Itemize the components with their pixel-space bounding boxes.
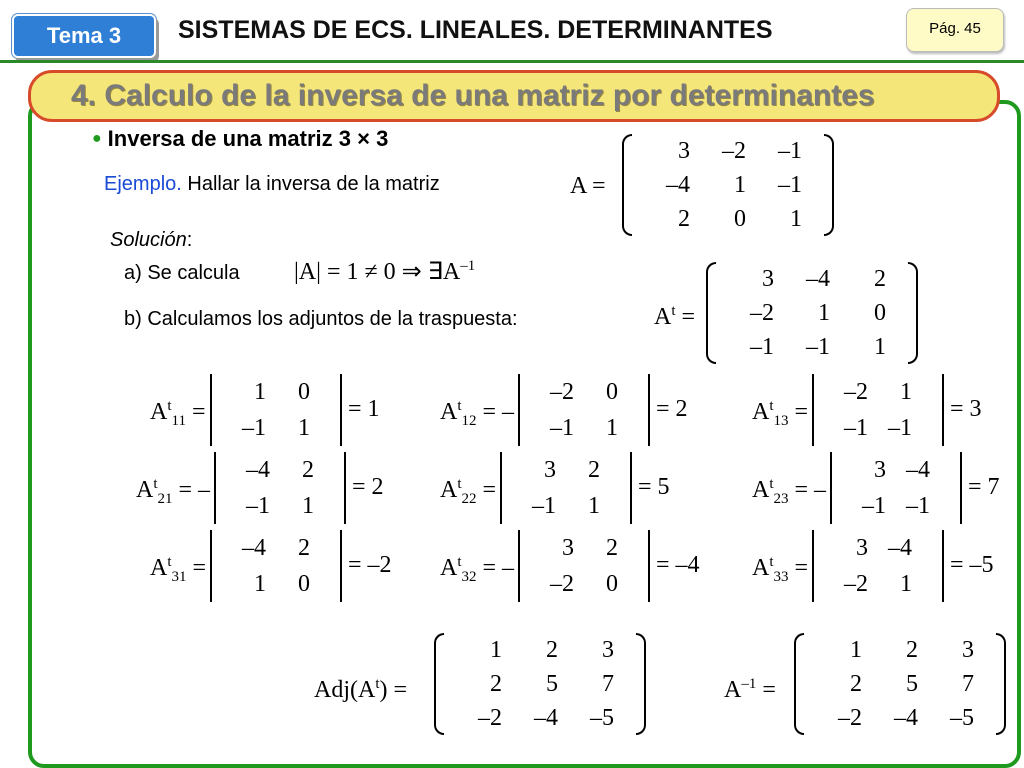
matrix-cell: –5 <box>950 705 974 731</box>
matrix-cell: –2 <box>838 705 862 731</box>
matrix-grid <box>522 452 610 524</box>
matrix-grid <box>834 530 922 602</box>
cofactor-result: = –5 <box>950 552 994 578</box>
left-bar <box>812 530 814 602</box>
cofactor-lhs <box>752 554 808 586</box>
matrix-cell: –4 <box>888 535 912 561</box>
matrix-cell: –2 <box>550 379 574 405</box>
matrix-cell: 2 <box>298 535 310 561</box>
inverse-label-sup: –1 <box>741 676 757 692</box>
matrix-grid <box>852 452 940 524</box>
matrix-cell: –2 <box>844 379 868 405</box>
right-bar <box>648 374 650 446</box>
matrix-cell: –4 <box>666 172 690 198</box>
matrix-cell: 0 <box>606 379 618 405</box>
matrix-cell: –4 <box>534 705 558 731</box>
header-title: SISTEMAS DE ECS. LINEALES. DETERMINANTES <box>178 16 773 44</box>
cofactor-lhs <box>150 554 206 586</box>
right-paren <box>636 633 646 735</box>
left-bar <box>830 452 832 524</box>
matrix-cell: –1 <box>844 415 868 441</box>
matrix-cell: –2 <box>478 705 502 731</box>
right-bar <box>340 374 342 446</box>
matrix-cell: –1 <box>242 415 266 441</box>
right-paren <box>908 262 918 364</box>
cofactor-determinant <box>500 452 632 524</box>
cofactor-lhs <box>150 398 206 430</box>
section-title: 4. Calculo de la inversa de una matriz por determinantes <box>71 79 875 112</box>
matrix-cell: –1 <box>778 172 802 198</box>
matrix-grid <box>232 530 320 602</box>
matrix-cell: 2 <box>302 457 314 483</box>
cofactor-sub: 11 <box>171 412 186 429</box>
matrix-inverse <box>794 633 1006 735</box>
cofactor-determinant <box>518 530 650 602</box>
matrix-cell: 1 <box>900 571 912 597</box>
right-bar <box>340 530 342 602</box>
cofactor-letter: A <box>752 555 770 581</box>
left-bar <box>210 374 212 446</box>
matrix-cell: –1 <box>806 334 830 360</box>
cofactor-sub: 22 <box>461 490 477 507</box>
right-paren <box>824 134 834 236</box>
matrix-cell: 1 <box>874 334 886 360</box>
matrix-grid <box>644 134 812 236</box>
right-bar <box>942 530 944 602</box>
matrix-cell: 1 <box>818 300 830 326</box>
left-bar <box>518 530 520 602</box>
matrix-cell: –4 <box>806 266 830 292</box>
matrix-cell: –4 <box>894 705 918 731</box>
cofactor-result: = 1 <box>348 396 380 422</box>
matrix-cell: –1 <box>246 493 270 519</box>
cofactor-determinant <box>830 452 962 524</box>
inverse-label-text: A <box>724 677 742 703</box>
matrix-cell: 1 <box>254 571 266 597</box>
step-a-expression: |A| = 1 ≠ 0 ⇒ ∃A <box>294 259 461 285</box>
left-bar <box>518 374 520 446</box>
cofactor-letter: A <box>440 555 458 581</box>
cofactor-sub: 31 <box>171 568 187 585</box>
left-paren <box>622 134 632 236</box>
right-bar <box>942 374 944 446</box>
cofactor-letter: A <box>440 477 458 503</box>
right-bar <box>630 452 632 524</box>
cofactor-sub: 21 <box>157 490 173 507</box>
cofactor-determinant <box>210 374 342 446</box>
cofactor-lhs <box>440 398 514 430</box>
right-bar <box>960 452 962 524</box>
matrix-cell: 1 <box>588 493 600 519</box>
left-bar <box>210 530 212 602</box>
matrix-At-symbol <box>654 303 695 331</box>
cofactor-result: = 3 <box>950 396 982 422</box>
matrix-cell: 3 <box>762 266 774 292</box>
matrix-cell: –4 <box>246 457 270 483</box>
right-paren <box>996 633 1006 735</box>
matrix-cell: 5 <box>546 671 558 697</box>
matrix-cell: –2 <box>750 300 774 326</box>
cofactor-result: = –2 <box>348 552 392 578</box>
cofactor-sup: t <box>167 398 172 414</box>
cofactor-sign: = <box>788 555 809 581</box>
cofactor-letter: A <box>752 477 770 503</box>
cofactor-sub: 23 <box>773 490 789 507</box>
inverse-label-eq: = <box>756 677 776 703</box>
cofactor-determinant <box>518 374 650 446</box>
cofactor-letter: A <box>752 399 770 425</box>
matrix-cell: 0 <box>606 571 618 597</box>
step-a-text: a) Se calcula <box>124 262 240 284</box>
At-sup: t <box>671 303 676 319</box>
matrix-cell: 5 <box>906 671 918 697</box>
matrix-cell: 7 <box>602 671 614 697</box>
cofactor-sign: = – <box>788 477 827 503</box>
matrix-grid <box>236 452 324 524</box>
matrix-cell: 1 <box>254 379 266 405</box>
left-bar <box>812 374 814 446</box>
matrix-cell: 3 <box>602 637 614 663</box>
cofactor-result: = 7 <box>968 474 1000 500</box>
step-a-exponent: –1 <box>460 258 476 274</box>
right-bar <box>648 530 650 602</box>
cofactor-sign: = <box>186 555 207 581</box>
matrix-cell: 1 <box>606 415 618 441</box>
matrix-grid <box>540 374 628 446</box>
left-paren <box>794 633 804 735</box>
At-eq: = <box>675 304 696 330</box>
left-paren <box>706 262 716 364</box>
adj-label-text: Adj(A <box>314 677 376 703</box>
solution-label-text: Solución <box>110 229 187 251</box>
bullet-text: Inversa de una matriz 3 × 3 <box>107 126 389 151</box>
adj-label-close: ) = <box>379 677 408 703</box>
cofactor-lhs <box>136 476 210 508</box>
cofactor-sub: 32 <box>461 568 477 585</box>
matrix-cell: 1 <box>298 415 310 441</box>
matrix-cell: 0 <box>298 379 310 405</box>
matrix-grid <box>834 374 922 446</box>
cofactor-determinant <box>812 374 944 446</box>
cofactor-lhs <box>440 476 496 508</box>
matrix-grid <box>816 633 984 735</box>
right-bar <box>344 452 346 524</box>
matrix-cell: 3 <box>874 457 886 483</box>
cofactor-sign: = <box>185 399 206 425</box>
matrix-cell: 1 <box>490 637 502 663</box>
cofactor-sup: t <box>769 398 774 414</box>
cofactor-result: = 5 <box>638 474 670 500</box>
matrix-cell: 0 <box>298 571 310 597</box>
cofactor-sign: = <box>476 477 497 503</box>
matrix-cell: –2 <box>722 138 746 164</box>
cofactor-sign: = – <box>476 399 515 425</box>
matrix-cell: –5 <box>590 705 614 731</box>
cofactor-lhs <box>752 476 826 508</box>
matrix-grid <box>728 262 896 364</box>
cofactor-sign: = <box>788 399 809 425</box>
cofactor-sup: t <box>457 476 462 492</box>
matrix-cell: 2 <box>546 637 558 663</box>
cofactor-sup: t <box>167 554 172 570</box>
step-b-text: b) Calculamos los adjuntos de la traspuesta: <box>124 308 518 330</box>
matrix-cell: –1 <box>888 415 912 441</box>
matrix-cell: 2 <box>606 535 618 561</box>
left-bar <box>214 452 216 524</box>
matrix-cell: 2 <box>850 671 862 697</box>
cofactor-letter: A <box>136 477 154 503</box>
section-banner <box>28 70 1000 122</box>
matrix-grid <box>540 530 628 602</box>
cofactor-letter: A <box>150 555 168 581</box>
matrix-cell: –2 <box>844 571 868 597</box>
matrix-cell: 7 <box>962 671 974 697</box>
solution-colon: : <box>186 229 193 251</box>
cofactor-result: = 2 <box>656 396 688 422</box>
matrix-cell: –1 <box>862 493 886 519</box>
example-label: Ejemplo. <box>104 173 182 195</box>
matrix-cell: –4 <box>242 535 266 561</box>
matrix-At <box>706 262 918 364</box>
cofactor-sign: = – <box>172 477 211 503</box>
matrix-cell: –4 <box>906 457 930 483</box>
matrix-cell: 1 <box>734 172 746 198</box>
matrix-cell: 2 <box>490 671 502 697</box>
At-letter: A <box>654 304 672 330</box>
cofactor-result: = 2 <box>352 474 384 500</box>
matrix-cell: –1 <box>778 138 802 164</box>
cofactor-determinant <box>812 530 944 602</box>
matrix-grid <box>232 374 320 446</box>
cofactor-sup: t <box>457 554 462 570</box>
matrix-cell: 3 <box>962 637 974 663</box>
adj-label <box>314 676 407 704</box>
matrix-cell: –1 <box>532 493 556 519</box>
matrix-cell: 3 <box>856 535 868 561</box>
matrix-cell: 2 <box>588 457 600 483</box>
cofactor-letter: A <box>440 399 458 425</box>
cofactor-sup: t <box>769 554 774 570</box>
matrix-cell: –2 <box>550 571 574 597</box>
header-bar <box>0 0 1024 62</box>
matrix-cell: 2 <box>874 266 886 292</box>
inverse-label <box>724 676 776 704</box>
matrix-cell: 3 <box>562 535 574 561</box>
matrix-adj <box>434 633 646 735</box>
example-line <box>104 173 440 196</box>
matrix-cell: 2 <box>906 637 918 663</box>
left-bar <box>500 452 502 524</box>
solution-label <box>110 229 192 252</box>
matrix-cell: –1 <box>906 493 930 519</box>
matrix-grid <box>456 633 624 735</box>
cofactor-sup: t <box>457 398 462 414</box>
adj-label-sup: t <box>375 676 380 692</box>
matrix-cell: 0 <box>734 206 746 232</box>
matrix-cell: 0 <box>874 300 886 326</box>
cofactor-letter: A <box>150 399 168 425</box>
example-text: Hallar la inversa de la matriz <box>187 173 440 195</box>
tema-badge: Tema 3 <box>12 14 156 58</box>
cofactor-result: = –4 <box>656 552 700 578</box>
bullet-heading <box>92 126 388 152</box>
matrix-cell: –1 <box>750 334 774 360</box>
page-number: Pág. 45 <box>906 8 1004 52</box>
step-a-math <box>294 257 475 286</box>
cofactor-lhs <box>752 398 808 430</box>
cofactor-sub: 33 <box>773 568 789 585</box>
matrix-cell: 1 <box>790 206 802 232</box>
cofactor-sign: = – <box>476 555 515 581</box>
cofactor-lhs <box>440 554 514 586</box>
left-paren <box>434 633 444 735</box>
matrix-cell: 2 <box>678 206 690 232</box>
cofactor-sup: t <box>153 476 158 492</box>
matrix-cell: 3 <box>544 457 556 483</box>
header-rule <box>0 60 1024 63</box>
cofactor-determinant <box>210 530 342 602</box>
cofactor-sub: 12 <box>461 412 477 429</box>
matrix-cell: 1 <box>302 493 314 519</box>
cofactor-sub: 13 <box>773 412 789 429</box>
cofactor-determinant <box>214 452 346 524</box>
cofactor-sup: t <box>769 476 774 492</box>
matrix-A <box>622 134 834 236</box>
matrix-cell: 1 <box>850 637 862 663</box>
matrix-cell: 3 <box>678 138 690 164</box>
matrix-A-symbol: A = <box>570 173 606 199</box>
matrix-cell: 1 <box>900 379 912 405</box>
bullet-dot-icon: ● <box>92 130 102 147</box>
matrix-cell: –1 <box>550 415 574 441</box>
